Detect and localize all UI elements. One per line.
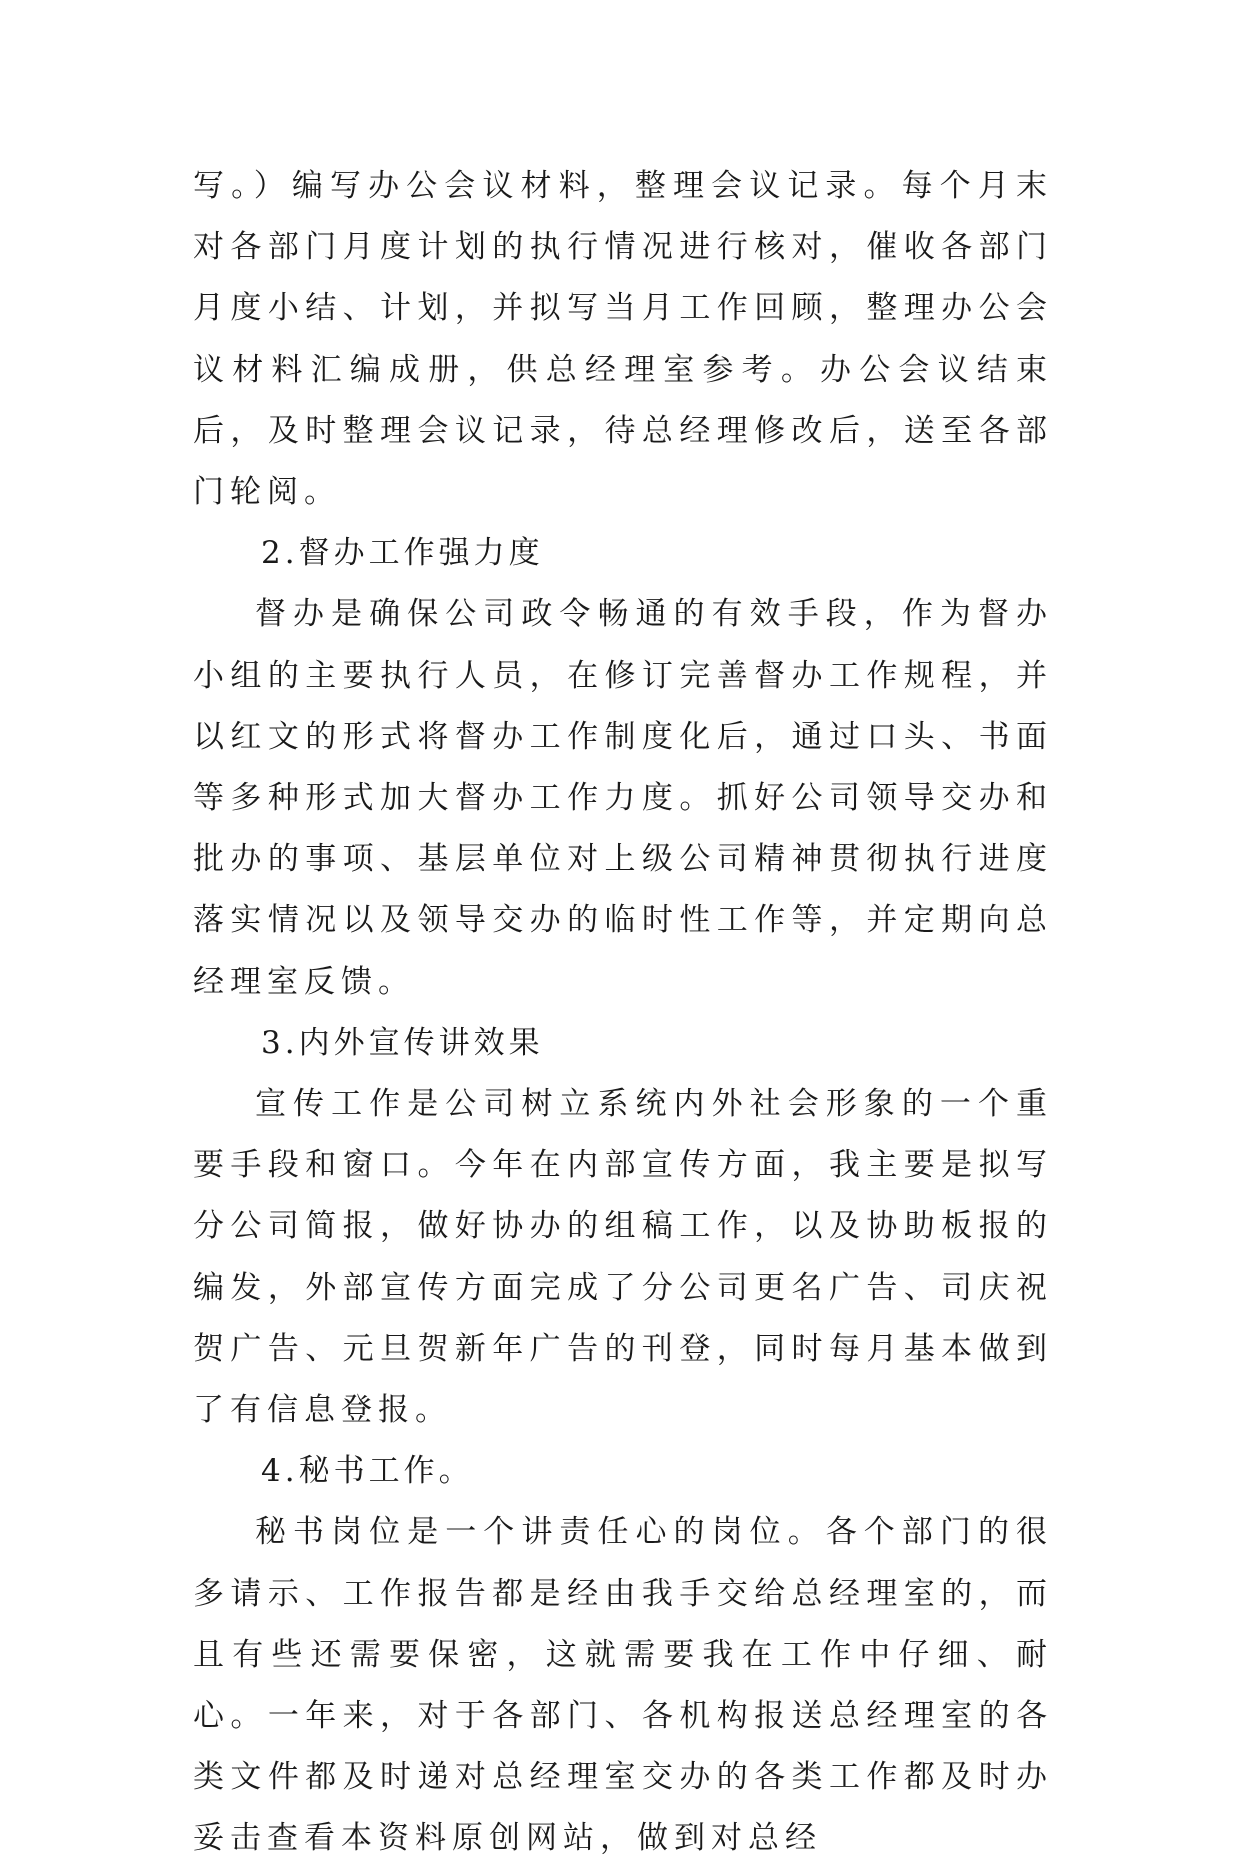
paragraph-meeting-materials: 写。）编写办公会议材料，整理会议记录。每个月末对各部门月度计划的执行情况进行核对，催收各部门月度小结、计划，并拟写当月工作回顾，整理办公会议材料汇编成册，供总经理室参考。办公会议结束后，及时整理会议记录，待总经理修改后，送至各部门轮阅。 (193, 168, 1053, 511)
document-page (193, 156, 1053, 1870)
heading-secretary: 4.秘书工作。 (261, 1453, 474, 1490)
paragraph-publicity: 宣传工作是公司树立系统内外社会形象的一个重要手段和窗口。今年在内部宣传方面，我主要是拟写分公司简报，做好协办的组稿工作，以及协助板报的编发，外部宣传方面完成了分公司更名广告、司庆祝贺广告、元旦贺新年广告的刊登，同时每月基本做到了有信息登报。 (193, 1086, 1053, 1429)
heading-supervision: 2.督办工作强力度 (261, 535, 544, 572)
heading-publicity: 3.内外宣传讲效果 (261, 1024, 544, 1061)
paragraph-supervision: 督办是确保公司政令畅通的有效手段，作为督办小组的主要执行人员，在修订完善督办工作规程，并以红文的形式将督办工作制度化后，通过口头、书面等多种形式加大督办工作力度。抓好公司领导交办和批办的事项、基层单位对上级公司精神贯彻执行进度落实情况以及领导交办的临时性工作等，并定期向总经理室反馈。 (193, 596, 1053, 1000)
paragraph-secretary: 秘书岗位是一个讲责任心的岗位。各个部门的很多请示、工作报告都是经由我手交给总经理室的，而且有些还需要保密，这就需要我在工作中仔细、耐心。一年来，对于各部门、各机构报送总经理室的各类文件都及时递对总经理室交办的各类工作都及时办妥击查看本资料原创网站，做到对总经 (193, 1514, 1053, 1857)
